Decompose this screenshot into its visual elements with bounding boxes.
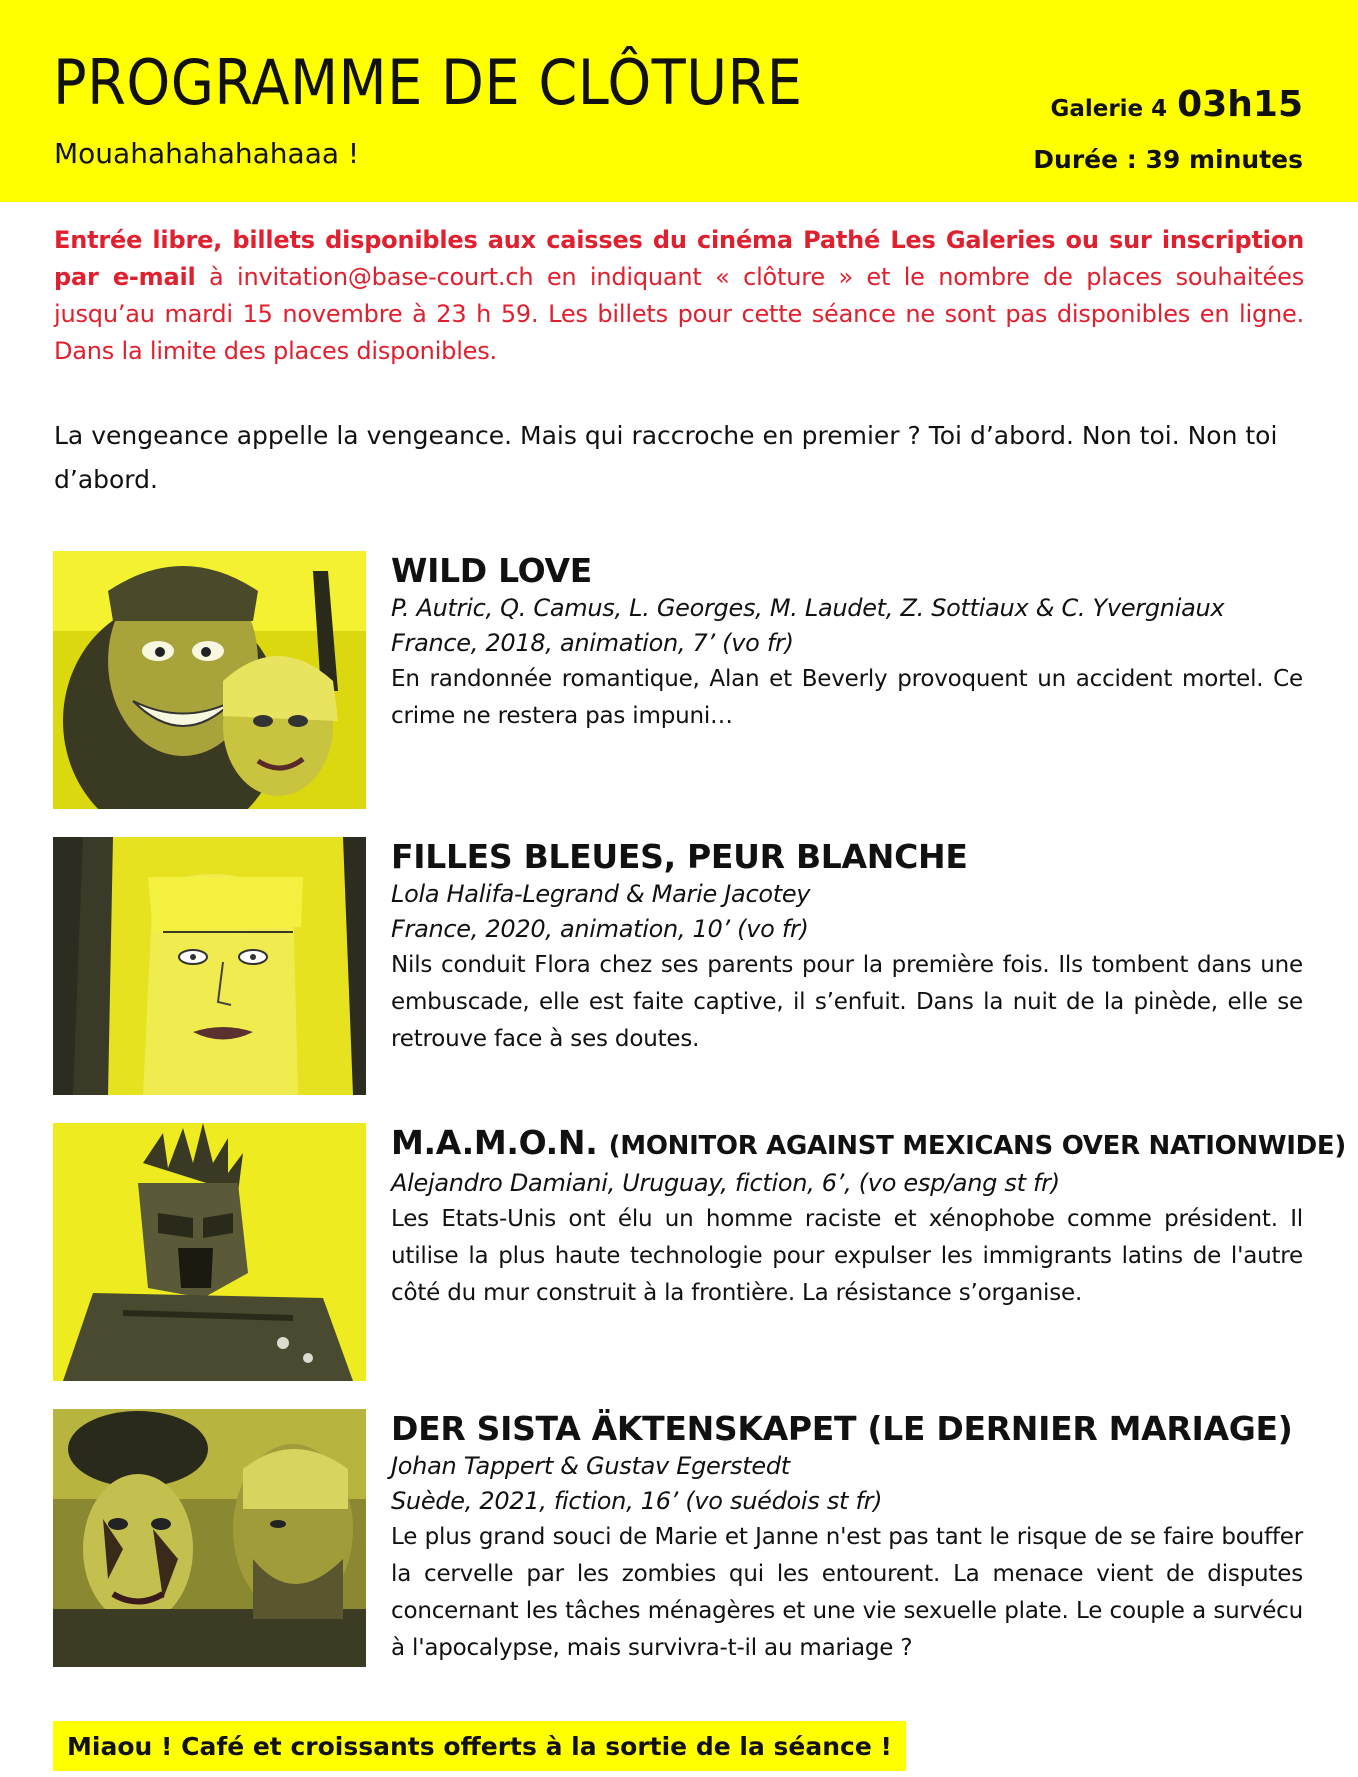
footer-note: Miaou ! Café et croissants offerts à la sortie de la séance !	[53, 1721, 906, 1771]
film-directors: Lola Halifa-Legrand & Marie Jacotey	[391, 880, 811, 908]
film-production-info: France, 2020, animation, 10’ (vo fr)	[391, 915, 809, 943]
film-details	[391, 551, 1303, 735]
ticket-info	[54, 222, 1304, 370]
film-production-info: France, 2018, animation, 7’ (vo fr)	[391, 629, 794, 657]
film-title: DER SISTA ÄKTENSKAPET (LE DERNIER MARIAGE)	[391, 1409, 1293, 1448]
couple-selfie-illustration	[53, 551, 366, 809]
screening-slot	[1050, 84, 1303, 125]
film-title-main: M.A.M.O.N.	[391, 1123, 598, 1162]
film-still-image	[53, 551, 366, 809]
film-details	[391, 837, 1303, 1058]
screening-time: 03h15	[1177, 84, 1303, 125]
film-synopsis: Nils conduit Flora chez ses parents pour la première fois. Ils tombent dans une embuscade, elle est faite captive, il s’enfuit. Dans la nuit de la pinède, elle se retrouve face à ses doutes.	[391, 952, 1303, 1052]
film-still-image	[53, 1409, 366, 1667]
page-subtitle: Mouahahahahahaaa !	[54, 137, 360, 170]
film-directors: Johan Tappert & Gustav Egerstedt	[391, 1452, 790, 1480]
ticket-info-lead: Entrée libre, billets disponibles aux caisses du cinéma Pathé Les Galeries ou sur inscription par e-mail	[54, 226, 1304, 291]
film-synopsis: Le plus grand souci de Marie et Janne n'est pas tant le risque de se faire bouffer la cervelle par les zombies qui les entourent. La menace vient de disputes concernant les tâches ménagères et une vie sexuelle plate. Le couple a survécu à l'apocalypse, mais survivra-t-il au mariage ?	[391, 1524, 1303, 1661]
duration-label: Durée : 39 minutes	[1033, 145, 1303, 174]
robot-illustration	[53, 1123, 366, 1381]
ticket-info-rest: à invitation@base-court.ch en indiquant « clôture » et le nombre de places souhaitées jusqu’au mardi 15 novembre à 23 h 59. Les billets pour cette séance ne sont pas disponibles en ligne. Dans la limite des places disponibles.	[54, 263, 1304, 365]
header-banner	[0, 0, 1358, 202]
film-details	[391, 1123, 1346, 1312]
film-title: WILD LOVE	[391, 551, 592, 590]
venue-label: Galerie 4	[1050, 96, 1168, 122]
film-title	[391, 1123, 1346, 1166]
page-title: PROGRAMME DE CLÔTURE	[53, 46, 803, 119]
film-still-image	[53, 837, 366, 1095]
film-synopsis: Les Etats-Unis ont élu un homme raciste et xénophobe comme président. Il utilise la plus haute technologie pour expulser les immigrants latins de l'autre côté du mur construit à la frontière. La résistance s’organise.	[391, 1206, 1303, 1306]
film-production-info: Suède, 2021, fiction, 16’ (vo suédois st fr)	[391, 1487, 883, 1515]
film-directors: P. Autric, Q. Camus, L. Georges, M. Laudet, Z. Sottiaux & C. Yvergniaux	[391, 594, 1225, 622]
program-intro: La vengeance appelle la vengeance. Mais qui raccroche en premier ? Toi d’abord. Non toi. Non toi d’abord.	[54, 421, 1278, 494]
film-details	[391, 1409, 1303, 1667]
film-title: FILLES BLEUES, PEUR BLANCHE	[391, 837, 968, 876]
film-still-image	[53, 1123, 366, 1381]
zombie-couple-photo	[53, 1409, 366, 1667]
film-synopsis: En randonnée romantique, Alan et Beverly provoquent un accident mortel. Ce crime ne restera pas impuni…	[391, 666, 1303, 729]
film-production-info: Alejandro Damiani, Uruguay, fiction, 6’, (vo esp/ang st fr)	[391, 1169, 1060, 1197]
woman-portrait-drawing	[53, 837, 366, 1095]
film-title-expansion: (MONITOR AGAINST MEXICANS OVER NATIONWIDE)	[608, 1131, 1346, 1161]
